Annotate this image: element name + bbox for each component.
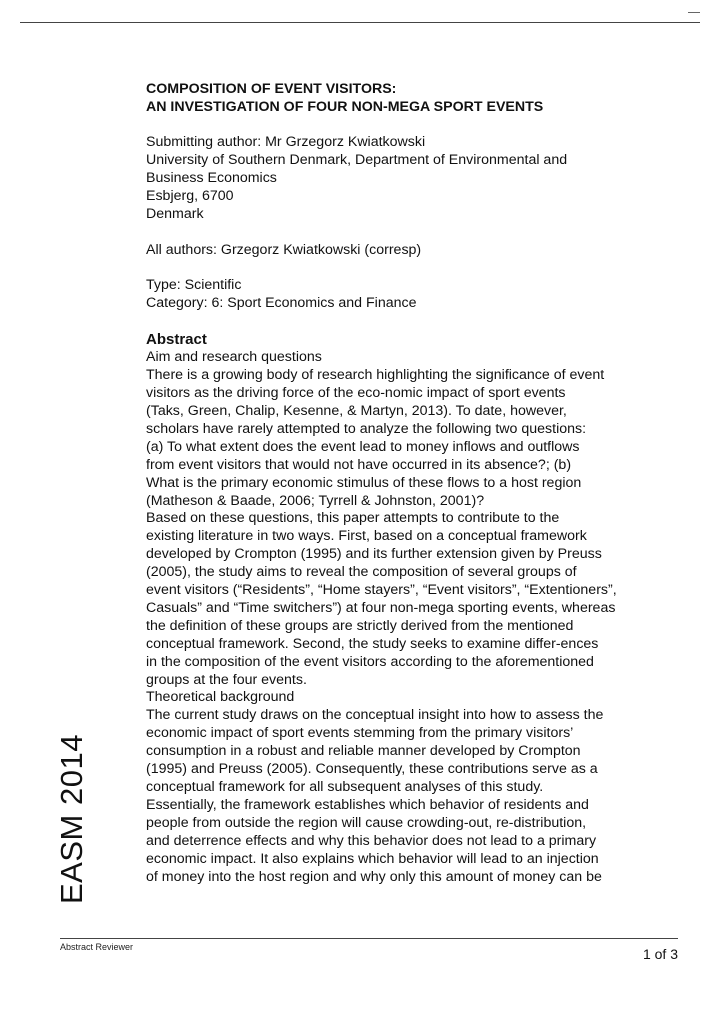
abstract-body	[146, 349, 686, 886]
abstract-line: (Taks, Green, Chalip, Kesenne, & Martyn, 2013). To date, however,	[146, 402, 567, 419]
footer-rule	[60, 938, 678, 939]
all-authors-block	[146, 242, 686, 260]
abstract-line: (Matheson & Baade, 2006; Tyrrell & Johnston, 2001)?	[146, 492, 485, 509]
abstract-line: in the composition of the event visitors according to the aforementioned	[146, 653, 594, 670]
abstract-line: (1995) and Preuss (2005). Consequently, these contributions serve as a	[146, 761, 598, 778]
all-authors: All authors: Grzegorz Kwiatkowski (corresp)	[146, 241, 422, 258]
abstract-line: economic impact of sport events stemming from the primary visitors’	[146, 725, 574, 742]
abstract-line: Casuals” and “Time switchers”) at four non-mega sporting events, whereas	[146, 599, 616, 616]
abstract-line: conceptual framework. Second, the study seeks to examine differ-ences	[146, 635, 599, 652]
corner-mark	[688, 12, 700, 19]
abstract-line: scholars have rarely attempted to analyze the following two questions:	[146, 420, 587, 437]
abstract-line: developed by Crompton (1995) and its further extension given by Preuss	[146, 546, 602, 563]
affiliation-line-1: University of Southern Denmark, Department of Environmental and	[146, 151, 568, 168]
abstract-line: Theoretical background	[146, 689, 295, 706]
document-body	[146, 80, 686, 886]
title-line-1: COMPOSITION OF EVENT VISITORS:	[146, 81, 397, 97]
author-block	[146, 134, 686, 224]
classification-block	[146, 277, 686, 313]
abstract-line: existing literature in two ways. First, based on a conceptual framework	[146, 528, 587, 545]
abstract-line: the definition of these groups are strictly derived from the mentioned	[146, 617, 574, 634]
page-number: 1 of 3	[642, 946, 678, 962]
conference-side-label: EASM 2014	[54, 734, 89, 904]
abstract-line: consumption in a robust and reliable manner developed by Crompton	[146, 743, 581, 760]
abstract-line: Based on these questions, this paper attempts to contribute to the	[146, 510, 560, 527]
abstract-line: of money into the host region and why only this amount of money can be	[146, 868, 602, 885]
abstract-line: The current study draws on the conceptual insight into how to assess the	[146, 707, 604, 724]
abstract-line: (a) To what extent does the event lead to money inflows and outflows	[146, 438, 580, 455]
abstract-line: What is the primary economic stimulus of these flows to a host region	[146, 474, 582, 491]
abstract-line: and deterrence effects and why this behavior does not lead to a primary	[146, 832, 597, 849]
abstract-line: visitors as the driving force of the eco-nomic impact of sport events	[146, 385, 566, 402]
abstract-line: economic impact. It also explains which behavior will lead to an injection	[146, 850, 599, 867]
abstract-line: Aim and research questions	[146, 349, 322, 366]
abstract-line: event visitors (“Residents”, “Home stayers”, “Event visitors”, “Extentioners”,	[146, 582, 617, 599]
footer-reviewer-label: Abstract Reviewer	[60, 942, 134, 952]
abstract-line: groups at the four events.	[146, 671, 307, 688]
submitting-author: Submitting author: Mr Grzegorz Kwiatkowski	[146, 134, 426, 150]
title-line-2: AN INVESTIGATION OF FOUR NON-MEGA SPORT EVENTS	[146, 99, 544, 115]
abstract-line: There is a growing body of research highlighting the significance of event	[146, 367, 605, 384]
abstract-line: Essentially, the framework establishes which behavior of residents and	[146, 796, 589, 813]
abstract-line: people from outside the region will cause crowding-out, re-distribution,	[146, 814, 587, 831]
abstract-line: conceptual framework for all subsequent analyses of this study.	[146, 779, 544, 795]
abstract-line: (2005), the study aims to reveal the composition of several groups of	[146, 564, 577, 581]
document-title	[146, 80, 686, 116]
header-rule	[20, 22, 700, 23]
city-postcode: Esbjerg, 6700	[146, 187, 234, 204]
affiliation-line-2: Business Economics	[146, 169, 277, 186]
type-line: Type: Scientific	[146, 277, 242, 294]
abstract-line: from event visitors that would not have occurred in its absence?; (b)	[146, 456, 572, 473]
category-line: Category: 6: Sport Economics and Finance	[146, 295, 417, 312]
abstract-heading: Abstract	[146, 331, 207, 349]
country: Denmark	[146, 205, 204, 222]
